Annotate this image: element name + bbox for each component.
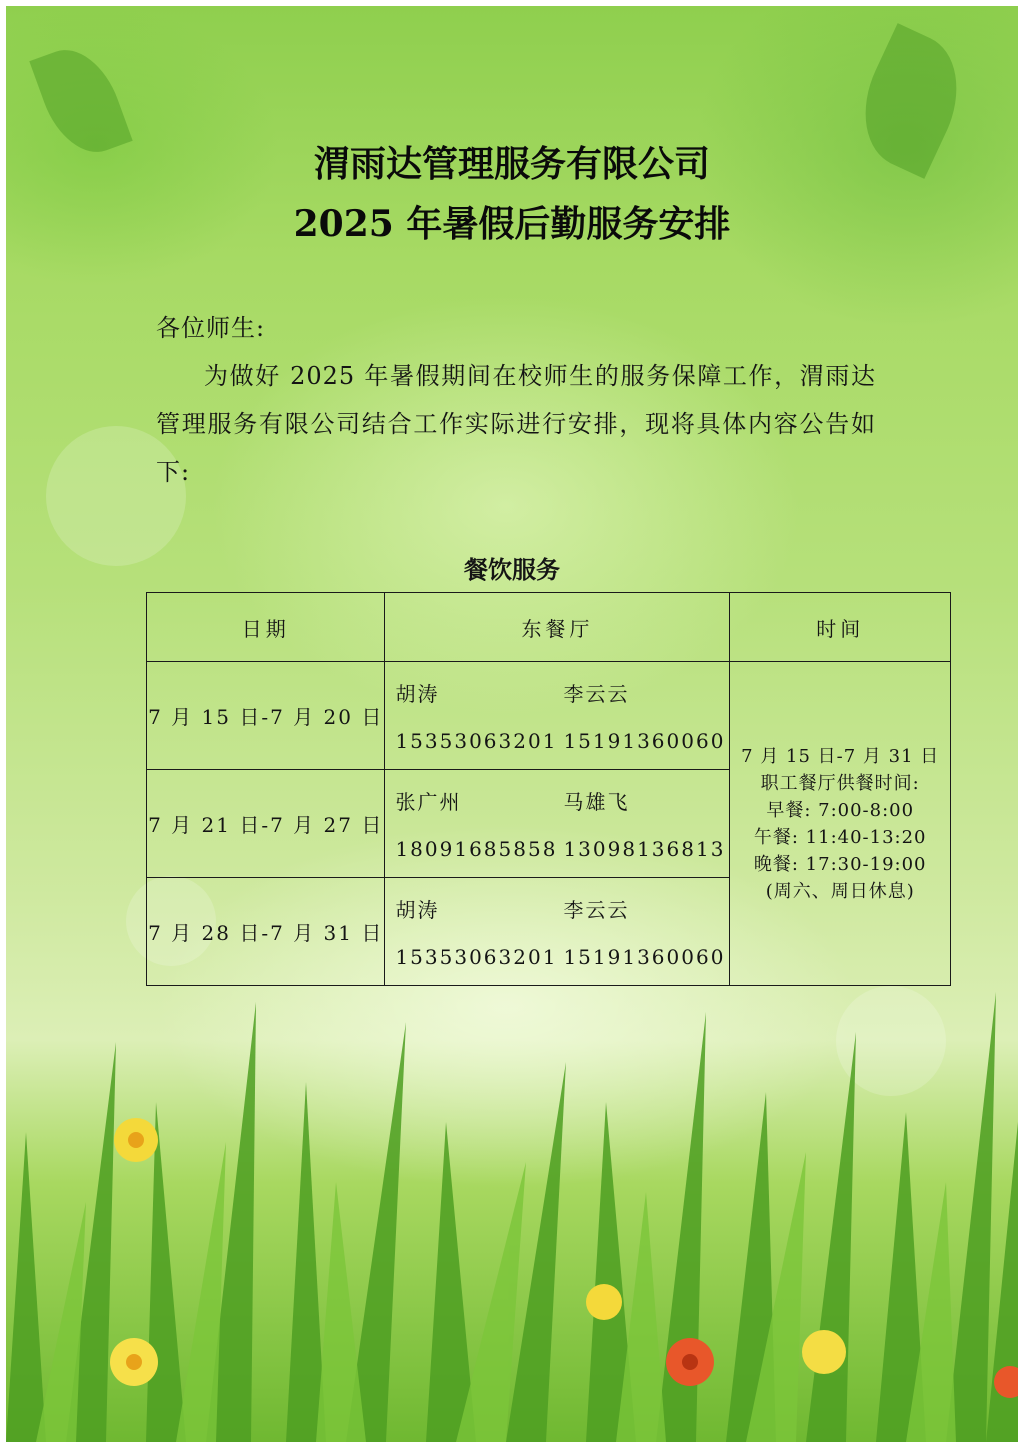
dinner-time: 晚餐: 17:30-19:00 bbox=[753, 853, 927, 875]
staff-phone: 18091685858 bbox=[395, 837, 558, 861]
letter-body: 为做好 2025 年暑假期间在校师生的服务保障工作，渭雨达管理服务有限公司结合工作实际进行安排，现将具体内容公告如下: bbox=[156, 362, 876, 486]
staff-cell bbox=[385, 662, 730, 770]
staff-name: 李云云 bbox=[563, 682, 630, 706]
breakfast-time: 早餐: 7:00-8:00 bbox=[766, 799, 915, 821]
table-row bbox=[147, 662, 951, 770]
staff-cell bbox=[385, 878, 730, 986]
section-title: 餐饮服务 bbox=[464, 556, 560, 584]
service-period: 7 月 15 日-7 月 31 日 bbox=[741, 745, 940, 767]
staff-cell bbox=[385, 770, 730, 878]
staff-name: 马雄飞 bbox=[563, 790, 630, 814]
greeting: 各位师生: bbox=[156, 314, 266, 342]
notice-page bbox=[6, 6, 1018, 1442]
date-range: 7 月 21 日-7 月 27 日 bbox=[147, 770, 385, 878]
notice-subject: 2025 年暑假后勤服务安排 bbox=[293, 203, 731, 245]
date-range: 7 月 28 日-7 月 31 日 bbox=[147, 878, 385, 986]
catering-schedule-table bbox=[146, 592, 951, 986]
staff-phone: 15353063201 bbox=[395, 729, 558, 753]
staff-name: 胡涛 bbox=[395, 898, 440, 922]
page-title bbox=[6, 134, 1018, 254]
grass-decoration bbox=[6, 982, 1018, 1442]
company-name: 渭雨达管理服务有限公司 bbox=[313, 143, 710, 185]
staff-name: 李云云 bbox=[563, 898, 630, 922]
table-header-row bbox=[147, 593, 951, 662]
meal-time-cell bbox=[730, 662, 951, 986]
weekend-note: (周六、周日休息) bbox=[765, 880, 915, 902]
staff-phone: 13098136813 bbox=[563, 837, 726, 861]
staff-name: 张广州 bbox=[395, 790, 462, 814]
staff-phone: 15353063201 bbox=[395, 945, 558, 969]
meal-time-heading: 职工餐厅供餐时间: bbox=[760, 772, 920, 794]
staff-phone: 15191360060 bbox=[563, 945, 726, 969]
header-canteen: 东餐厅 bbox=[385, 593, 730, 662]
header-date: 日期 bbox=[147, 593, 385, 662]
staff-name: 胡涛 bbox=[395, 682, 440, 706]
staff-phone: 15191360060 bbox=[563, 729, 726, 753]
date-range: 7 月 15 日-7 月 20 日 bbox=[147, 662, 385, 770]
letter-section bbox=[156, 304, 876, 496]
header-time: 时间 bbox=[730, 593, 951, 662]
lunch-time: 午餐: 11:40-13:20 bbox=[753, 826, 927, 848]
